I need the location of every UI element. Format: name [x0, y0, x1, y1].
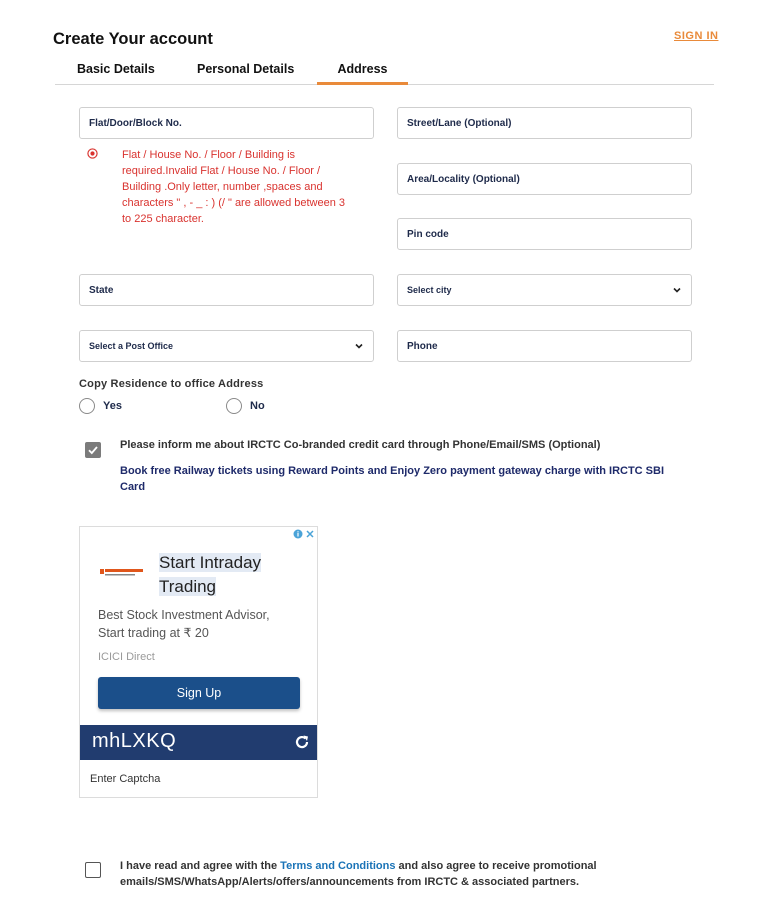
post-office-select-value: Select a Post Office — [89, 341, 174, 351]
radio-circle[interactable] — [226, 398, 242, 414]
icici-direct-logo — [100, 566, 146, 578]
tab-bar — [55, 60, 714, 85]
radio-circle[interactable] — [79, 398, 95, 414]
tab-address[interactable]: Address — [317, 62, 408, 85]
ad-sign-up-button[interactable]: Sign Up — [98, 677, 300, 709]
error-icon — [87, 148, 98, 159]
tab-personal-details[interactable]: Personal Details — [197, 62, 295, 76]
sbi-card-promo-text: Book free Railway tickets using Reward Points and Enjoy Zero payment gateway charge with IRCTC SBI Card — [120, 465, 665, 493]
radio-label-yes: Yes — [103, 400, 122, 412]
chevron-down-icon — [354, 341, 364, 351]
area-locality-input[interactable]: Area/Locality (Optional) — [397, 163, 692, 195]
checkmark-icon — [87, 444, 99, 456]
captcha-text: mhLXKQ — [92, 730, 177, 752]
pin-code-input[interactable]: Pin code — [397, 218, 692, 250]
captcha-input[interactable]: Enter Captcha — [90, 773, 161, 785]
phone-input[interactable]: Phone — [397, 330, 692, 362]
copy-address-no-radio[interactable] — [226, 398, 265, 414]
flat-error-message: Flat / House No. / Floor / Building is required.Invalid Flat / House No. / Floor / Building .Only letter, number ,spaces and characters " , - _ : ) (/ " are allowed between 3 to 225 character. — [122, 149, 346, 225]
sign-in-link[interactable]: SIGN IN — [674, 30, 719, 42]
street-lane-input[interactable]: Street/Lane (Optional) — [397, 107, 692, 139]
ad-body-text: Best Stock Investment Advisor, Start trading at ₹ 20 — [98, 608, 270, 640]
state-input[interactable]: State — [79, 274, 374, 306]
refresh-icon[interactable] — [293, 733, 311, 751]
ad-captcha-panel — [79, 526, 318, 798]
copy-address-yes-radio[interactable] — [79, 398, 122, 414]
ad-headline[interactable] — [159, 551, 289, 599]
cobranded-card-checkbox[interactable] — [85, 442, 101, 458]
radio-label-no: No — [250, 400, 265, 412]
tab-basic-details[interactable]: Basic Details — [77, 62, 155, 76]
ad-headline-line2: Trading — [159, 577, 217, 596]
cobranded-card-label: Please inform me about IRCTC Co-branded credit card through Phone/Email/SMS (Optional) — [120, 439, 601, 451]
ad-controls — [292, 528, 315, 539]
ad-close-icon[interactable] — [304, 528, 315, 539]
ad-info-icon[interactable] — [292, 528, 303, 539]
terms-prefix: I have read and agree with the — [120, 860, 281, 872]
terms-suffix: and also agree to receive promotional emails/SMS/WhatsApp/Alerts/offers/announcements from IRCTC & associated partners. — [120, 860, 597, 888]
ad-headline-line1: Start Intraday — [159, 553, 262, 572]
flat-door-block-input[interactable]: Flat/Door/Block No. — [79, 107, 374, 139]
copy-address-label: Copy Residence to office Address — [79, 378, 264, 390]
terms-text — [120, 858, 680, 890]
terms-and-conditions-link[interactable]: Terms and Conditions — [280, 860, 396, 872]
chevron-down-icon — [672, 285, 682, 295]
captcha-bar — [80, 725, 317, 760]
city-select[interactable] — [397, 274, 692, 306]
city-select-value: Select city — [407, 285, 452, 295]
post-office-select[interactable] — [79, 330, 374, 362]
page-title: Create Your account — [53, 30, 213, 48]
terms-checkbox[interactable] — [85, 862, 101, 878]
ad-brand: ICICI Direct — [98, 651, 155, 663]
